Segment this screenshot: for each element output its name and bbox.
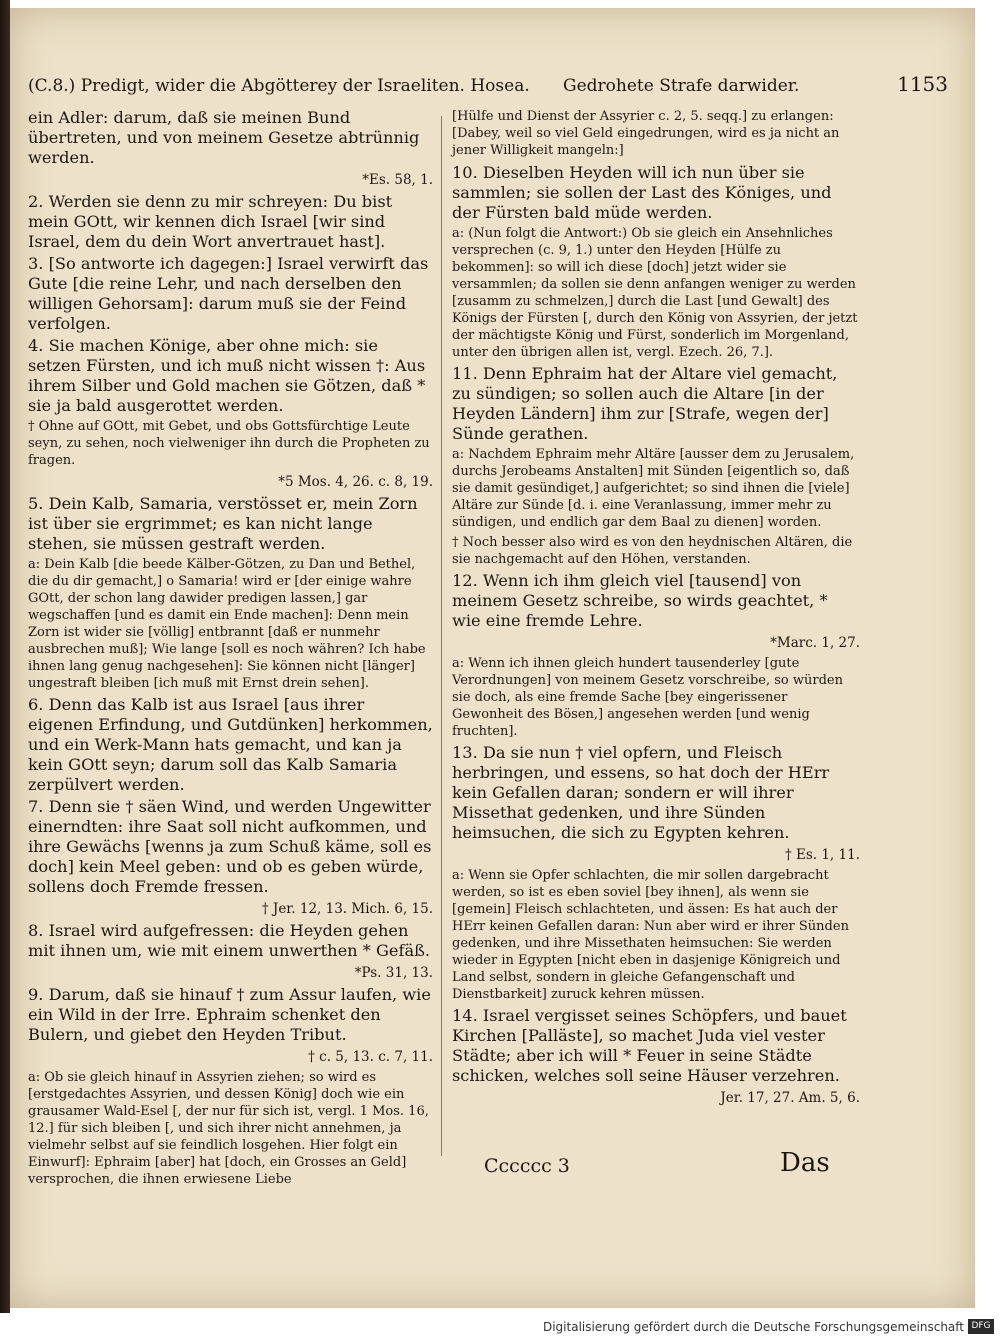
cross-reference: † c. 5, 13. c. 7, 11. — [308, 1049, 433, 1065]
column-divider — [441, 116, 442, 1156]
cross-reference: *Es. 58, 1. — [362, 172, 433, 188]
right-column — [452, 108, 860, 1110]
header-left-title: (C.8.) Predigt, wider die Abgötterey der Israeliten. Hosea. — [28, 76, 530, 96]
running-header — [28, 72, 948, 106]
cross-reference: † Es. 1, 11. — [784, 847, 860, 863]
scan-edge — [0, 0, 10, 1313]
note-verse-10: a: (Nun folgt die Antwort:) Ob sie gleich ein Ansehnliches versprechen (c. 9, 1.) unter den Heyden [Hülfe zu bekommen]: so will ich diese [doch] jetzt wider sie versammlen; da sollen sie denn anfangen weniger zu werden [zusamm zu schmelzen,] durch die Last [und Gewalt] des Königs der Fürsten [, durch den König von Assyrien, der jetzt der mächtigste König und Fürst, sonderlich im Morgenland, unter den übrigen allen ist, vergl. Ezech. 26, 7.]. — [452, 226, 858, 360]
footer-credit: Digitalisierung gefördert durch die Deutsche Forschungsgemeinschaft — [542, 1320, 964, 1334]
verse-9: 9. Darum, daß sie hinauf † zum Assur laufen, wie ein Wild in der Irre. Ephraim schenket den Bulern, und giebet den Heyden Tribut. — [28, 985, 431, 1044]
note-verse-5: a: Dein Kalb [die beede Kälber-Götzen, zu Dan und Bethel, die du dir gemacht,] o Samaria! wird er [der einige wahre GOtt, der schon lang dawider predigen lassen,] gar wegschaffen [und es damit ein Ende machen]: Denn mein Zorn ist wider sie [völlig] entbrannt [daß er nunmehr ausbrechen muß]; Wie lange [soll es noch währen? Ich habe ihnen lang genug nachgesehen]: Sie können nicht [länger] ungestraft bleiben [ich muß mit Ernst drein sehen]. — [28, 557, 426, 691]
page-number: 1153 — [897, 72, 948, 96]
verse-14: 14. Israel vergisset seines Schöpfers, und bauet Kirchen [Palläste], so machet Juda viel vester Städte; aber ich will * Feuer in seine Städte schicken, welches soll seine Häuser verzehren. — [452, 1006, 847, 1085]
header-center-title: Gedrohete Strafe darwider. — [563, 76, 800, 96]
verse-12: 12. Wenn ich ihm gleich viel [tausend] von meinem Gesetz schreibe, so wirds geachtet, * wie eine fremde Lehre. — [452, 571, 828, 630]
verse-4: 4. Sie machen Könige, aber ohne mich: sie setzen Fürsten, und ich muß nicht wissen †: Aus ihrem Silber und Gold machen sie Götzen, daß * sie ja bald ausgerottet werden. — [28, 336, 426, 415]
dfg-logo-icon: DFG — [968, 1319, 994, 1334]
verse-continuation: ein Adler: darum, daß sie meinen Bund übertreten, und von meinem Gesetze abtrünnig werden. — [28, 108, 420, 167]
note-verse-9: a: Ob sie gleich hinauf in Assyrien ziehen; so wird es [erstgedachtes Assyrien, und dessen König] doch wie ein grausamer Wald-Esel [, der nur für sich ist, vergl. 1 Mos. 16, 12.] für sich bleiben [, und sich ihrer nicht annehmen, ja vielmehr selbst auf sie feindlich losgehen. Hier folgt ein Einwurf]: Ephraim [aber] hat [doch, ein Grosses an Geld] versprochen, die ihnen erwiesene Liebe — [28, 1070, 429, 1187]
signature-mark: Cccccc 3 — [484, 1155, 570, 1177]
verse-10: 10. Dieselben Heyden will ich nun über sie sammlen; sie sollen der Last des Königes, und der Fürsten bald müde werden. — [452, 163, 832, 222]
verse-8: 8. Israel wird aufgefressen: die Heyden gehen mit ihnen um, wie mit einem unwerthen * Gefäß. — [28, 921, 431, 960]
catchword: Das — [780, 1148, 830, 1178]
verse-5: 5. Dein Kalb, Samaria, verstösset er, mein Zorn ist über sie ergrimmet; es kan nicht lange stehen, sie müssen gestraft werden. — [28, 494, 418, 553]
verse-6: 6. Denn das Kalb ist aus Israel [aus ihrer eigenen Erfindung, und Gutdünken] herkommen, und ein Werk-Mann hats gemacht, und kan ja kein GOtt seyn; darum soll das Kalb Samaria zerpülvert werden. — [28, 695, 433, 794]
note-continuation: [Hülfe und Dienst der Assyrier c. 2, 5. seqq.] zu erlangen: [Dabey, weil so viel Geld eingedrungen, wird es ja nicht an jener Willigkeit mangeln:] — [452, 109, 840, 158]
cross-reference: *5 Mos. 4, 26. c. 8, 19. — [278, 474, 433, 490]
cross-reference: Jer. 17, 27. Am. 5, 6. — [720, 1090, 860, 1106]
cross-reference: † Jer. 12, 13. Mich. 6, 15. — [261, 901, 433, 917]
verse-3: 3. [So antworte ich dagegen:] Israel verwirft das Gute [die reine Lehr, und nach derselben den willigen Gehorsam]: darum muß sie der Feind verfolgen. — [28, 254, 429, 333]
left-column — [28, 108, 433, 1191]
cross-reference: *Marc. 1, 27. — [770, 635, 860, 651]
note-verse-13: a: Wenn sie Opfer schlachten, die mir sollen dargebracht werden, so ist es eben soviel [bey ihnen], als wenn sie [gemein] Fleisch schlachteten, und ässen: Es hat auch der HErr keinen Gefallen daran: Nun aber wird er ihrer Sünden gedenken, und ihre Missethaten heimsuchen: Sie werden wieder in Egypten [nicht eben in dasjenige Königreich und Land selbst, sondern in gleiche Gefangenschaft und Dienstbarkeit] zuruck kehren müssen. — [452, 868, 849, 1002]
cross-reference: *Ps. 31, 13. — [354, 965, 433, 981]
verse-13: 13. Da sie nun † viel opfern, und Fleisch herbringen, und essens, so hat doch der HErr kein Gefallen daran; sondern er will ihrer Missethat gedenken, und ihre Sünden heimsuchen, die sich zu Egypten kehren. — [452, 743, 830, 842]
verse-11: 11. Denn Ephraim hat der Altare viel gemacht, zu sündigen; so sollen auch die Altare [in der Heyden Ländern] ihm zur [Strafe, wegen der] Sünde gerathen. — [452, 364, 838, 443]
note-verse-11-extra: † Noch besser also wird es von den heydnischen Altären, die sie nachgemacht auf den Höhen, verstanden. — [452, 535, 853, 567]
note-verse-12: a: Wenn ich ihnen gleich hundert tausenderley [gute Verordnungen] von meinem Gesetz vorschreibe, so würden sie doch, als eine fremde Sache [bey eingerissener Gewonheit des Bösen,] angesehen werden [und wenig fruchten]. — [452, 656, 843, 739]
digitization-footer — [0, 1313, 1000, 1343]
note-verse-11: a: Nachdem Ephraim mehr Altäre [ausser dem zu Jerusalem, durchs Jerobeams Anstalten] mit Sünden [eigentlich so, daß sie damit gesündiget,] aufgerichtet; so sind ihnen die [viele] Altäre zur Sünde [d. i. eine Veranlassung, immer mehr zu sündigen, und endlich gar dem Baal zu dienen] worden. — [452, 447, 855, 530]
note-verse-4: † Ohne auf GOtt, mit Gebet, und obs Gottsfürchtige Leute seyn, zu sehen, noch vielweniger ihn durch die Propheten zu fragen. — [28, 419, 430, 468]
verse-2: 2. Werden sie denn zu mir schreyen: Du bist mein GOtt, wir kennen dich Israel [wir sind Israel, dem du dein Wort anvertrauet hast]. — [28, 192, 393, 251]
verse-7: 7. Denn sie † säen Wind, und werden Ungewitter einerndten: ihre Saat soll nicht aufkommen, und ihre Gewächs [wenns ja zum Schuß käme, soll es doch] kein Meel geben: und ob es geben würde, sollens doch Fremde fressen. — [28, 797, 432, 896]
